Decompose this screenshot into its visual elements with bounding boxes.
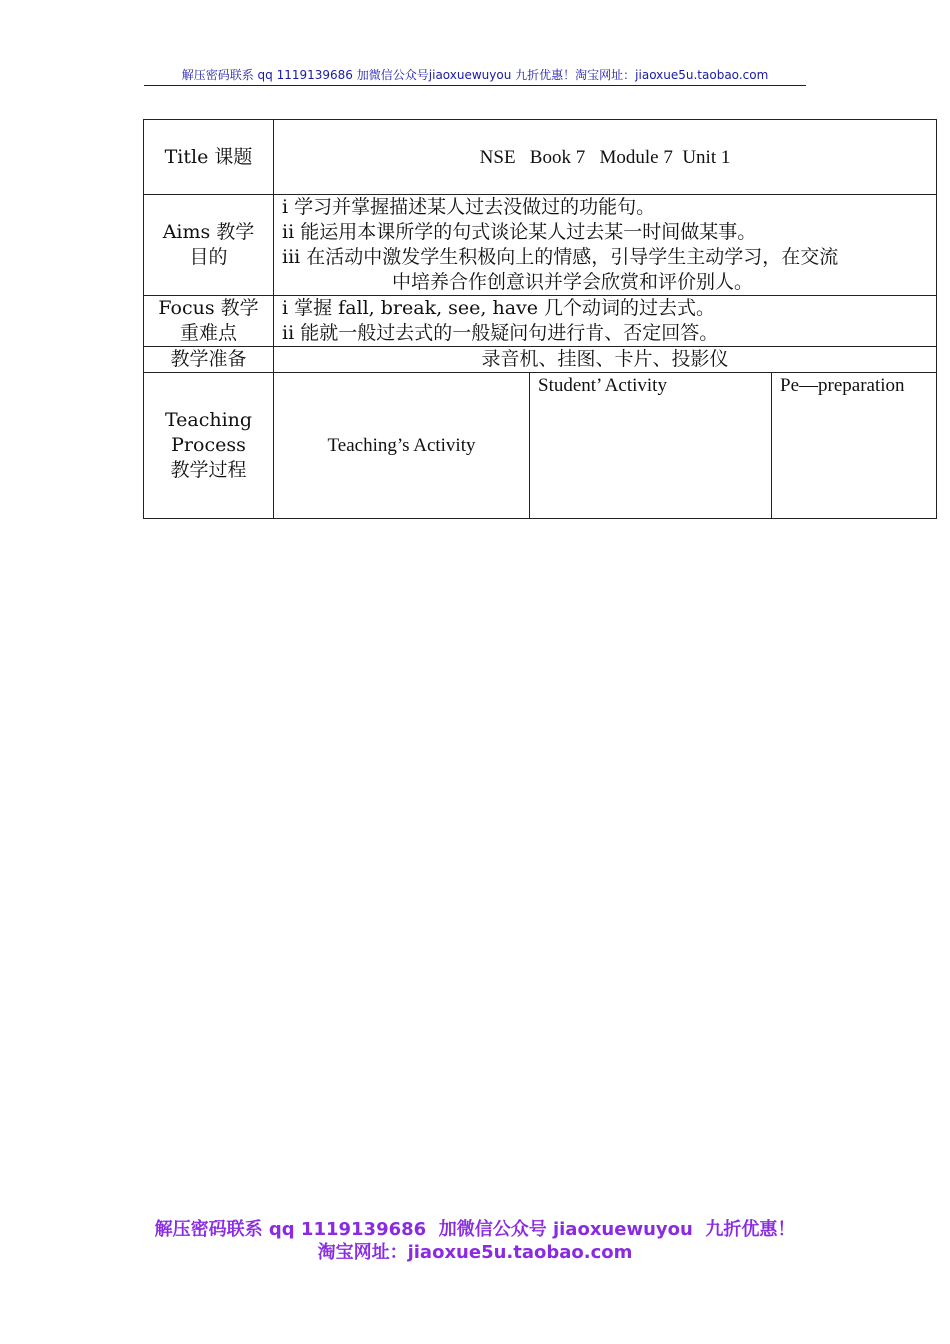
- header-contact-label: 解压密码联系: [181, 68, 254, 82]
- footer-line2[interactable]: 淘宝网址：jiaoxue5u.taobao.com: [317, 1242, 633, 1263]
- focus-item: ii 能就一般过去式的一般疑问句进行肯、否定回答。: [282, 322, 719, 344]
- aims-row: [144, 195, 937, 296]
- focus-label-line1: Focus 教学: [158, 297, 259, 319]
- lesson-plan-table: [143, 119, 937, 519]
- process-row: [144, 373, 937, 519]
- aims-label: [144, 195, 274, 296]
- prep-label: 教学准备: [144, 347, 274, 373]
- aim-item: iii 在活动中激发学生积极向上的情感，引导学生主动学习，在交流: [282, 246, 839, 268]
- focus-content: [274, 296, 937, 347]
- aims-label-line1: Aims 教学: [162, 221, 255, 243]
- student-activity: Student’ Activity: [530, 373, 772, 519]
- focus-item: i 掌握 fall, break, see, have 几个动词的过去式。: [282, 297, 716, 319]
- title-label: Title 课题: [144, 120, 274, 195]
- aims-content: [274, 195, 937, 296]
- page-header: [144, 66, 806, 86]
- prep-value: 录音机、挂图、卡片、投影仪: [274, 347, 937, 373]
- process-label-line2: Process: [171, 434, 246, 456]
- focus-label: [144, 296, 274, 347]
- header-qq: qq 1119139686: [253, 68, 357, 82]
- aim-item: i 学习并掌握描述某人过去没做过的功能句。: [282, 196, 656, 218]
- page-footer: [0, 1218, 950, 1264]
- process-label-line3: 教学过程: [170, 459, 247, 481]
- process-label: [144, 373, 274, 519]
- header-shop-url[interactable]: jiaoxue5u.taobao.com: [635, 68, 769, 82]
- focus-row: [144, 296, 937, 347]
- title-value: NSE Book 7 Module 7 Unit 1: [274, 120, 937, 195]
- footer-line1: 解压密码联系 qq 1119139686 加微信公众号 jiaoxuewuyou 九折优惠！: [154, 1219, 796, 1240]
- header-wechat-label: 加微信公众号: [356, 68, 429, 82]
- aim-item: ii 能运用本课所学的句式谈论某人过去某一时间做某事。: [282, 221, 757, 243]
- aim-item: 中培养合作创意识并学会欣赏和评价别人。: [392, 271, 754, 293]
- process-label-line1: Teaching: [164, 409, 253, 431]
- preparation-column: Pe—preparation: [772, 373, 937, 519]
- focus-label-line2: 重难点: [179, 322, 237, 344]
- aims-label-line2: 目的: [189, 246, 228, 268]
- teacher-activity: Teaching’s Activity: [274, 373, 530, 519]
- header-wechat-id: jiaoxuewuyou: [428, 68, 512, 82]
- header-shop-label: 九折优惠！淘宝网址：: [511, 68, 636, 82]
- preparation-row: [144, 347, 937, 373]
- title-row: [144, 120, 937, 195]
